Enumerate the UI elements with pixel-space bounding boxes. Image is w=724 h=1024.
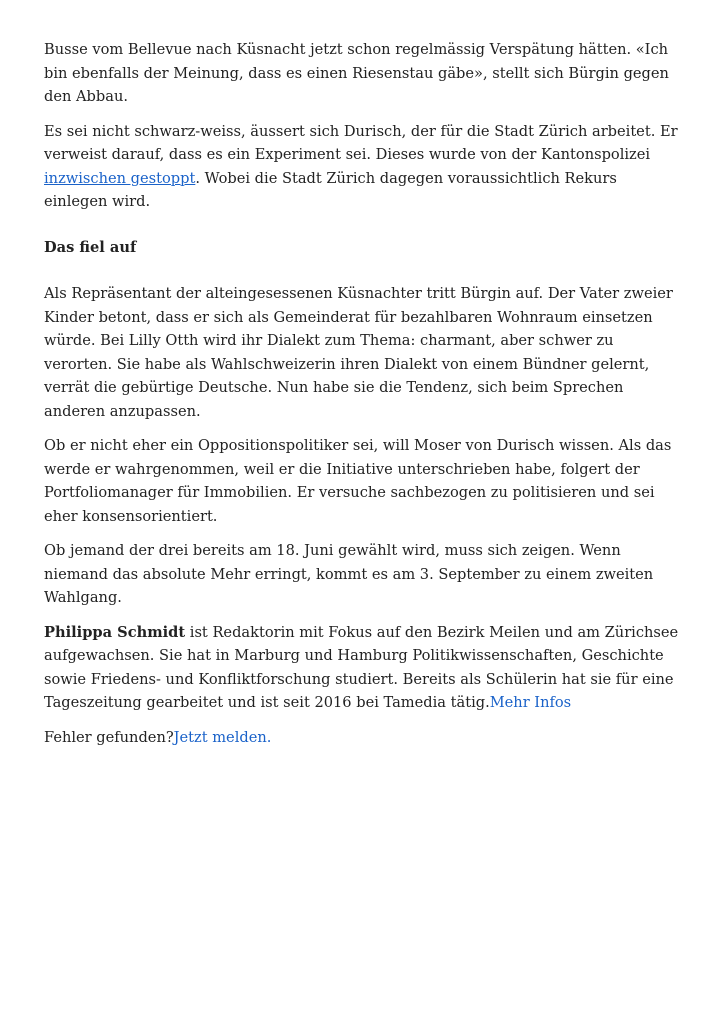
paragraph-opposition: Ob er nicht eher ein Oppositionspolitiker sei, will Moser von Durisch wissen. Als das werde er wahrgenommen, weil er die Initiative unterschrieben habe, folgert der Portfoliomanager für Immobilien. Er versuche sachbezogen zu politisieren und sei eher konsensorientiert.	[44, 437, 672, 525]
section-heading: Das fiel auf	[44, 238, 137, 256]
error-report	[44, 726, 684, 750]
article-body	[44, 38, 684, 760]
paragraph-experiment-text-start: Es sei nicht schwarz-weiss, äussert sich Durisch, der für die Stadt Zürich arbeitet. Er verweist darauf, dass es ein Experiment sei. Dieses wurde von der Kantonspolizei	[44, 122, 678, 163]
more-info-link[interactable]: Mehr Infos	[489, 694, 572, 711]
author-bio	[44, 621, 684, 715]
paragraph-experiment	[44, 120, 684, 214]
paragraph-bus-delays: Busse vom Bellevue nach Küsnacht jetzt schon regelmässig Verspätung hätten. «Ich bin ebenfalls der Meinung, dass es einen Riesenstau gäbe», stellt sich Bürgin gegen den Abbau.	[44, 41, 669, 105]
paragraph-election: Ob jemand der drei bereits am 18. Juni gewählt wird, muss sich zeigen. Wenn niemand das absolute Mehr erringt, kommt es am 3. September zu einem zweiten Wahlgang.	[44, 542, 654, 606]
author-name: Philippa Schmidt	[44, 623, 186, 641]
paragraph-representative: Als Repräsentant der alteingesessenen Küsnachter tritt Bürgin auf. Der Vater zweier Kinder betont, dass er sich als Gemeinderat für bezahlbaren Wohnraum einsetzen würde. Bei Lilly Otth wird ihr Dialekt zum Thema: charmant, aber schwer zu verorten. Sie habe als Wahlschweizerin ihren Dialekt von einem Bündner gelernt, verrät die gebürtige Deutsche. Nun habe sie die Tendenz, sich beim Sprechen anderen anzupassen.	[44, 285, 673, 420]
error-report-text: Fehler gefunden?	[44, 728, 174, 746]
report-error-link[interactable]: Jetzt melden.	[173, 728, 272, 746]
link-inzwischen-gestoppt[interactable]: inzwischen gestoppt	[44, 169, 196, 187]
author-bio-text: ist Redaktorin mit Fokus auf den Bezirk Meilen und am Zürichsee aufgewachsen. Sie hat in Marburg und Hamburg Politikwissenschaften, Geschichte sowie Friedens- und Konfliktforschung studiert. Bereits als Schülerin hat sie für eine Tageszeitung gearbeitet und ist seit 2016 bei Tamedia tätig.	[44, 623, 679, 711]
paragraph-experiment-text-end: . Wobei die Stadt Zürich dagegen voraussichtlich Rekurs einlegen wird.	[44, 169, 617, 210]
